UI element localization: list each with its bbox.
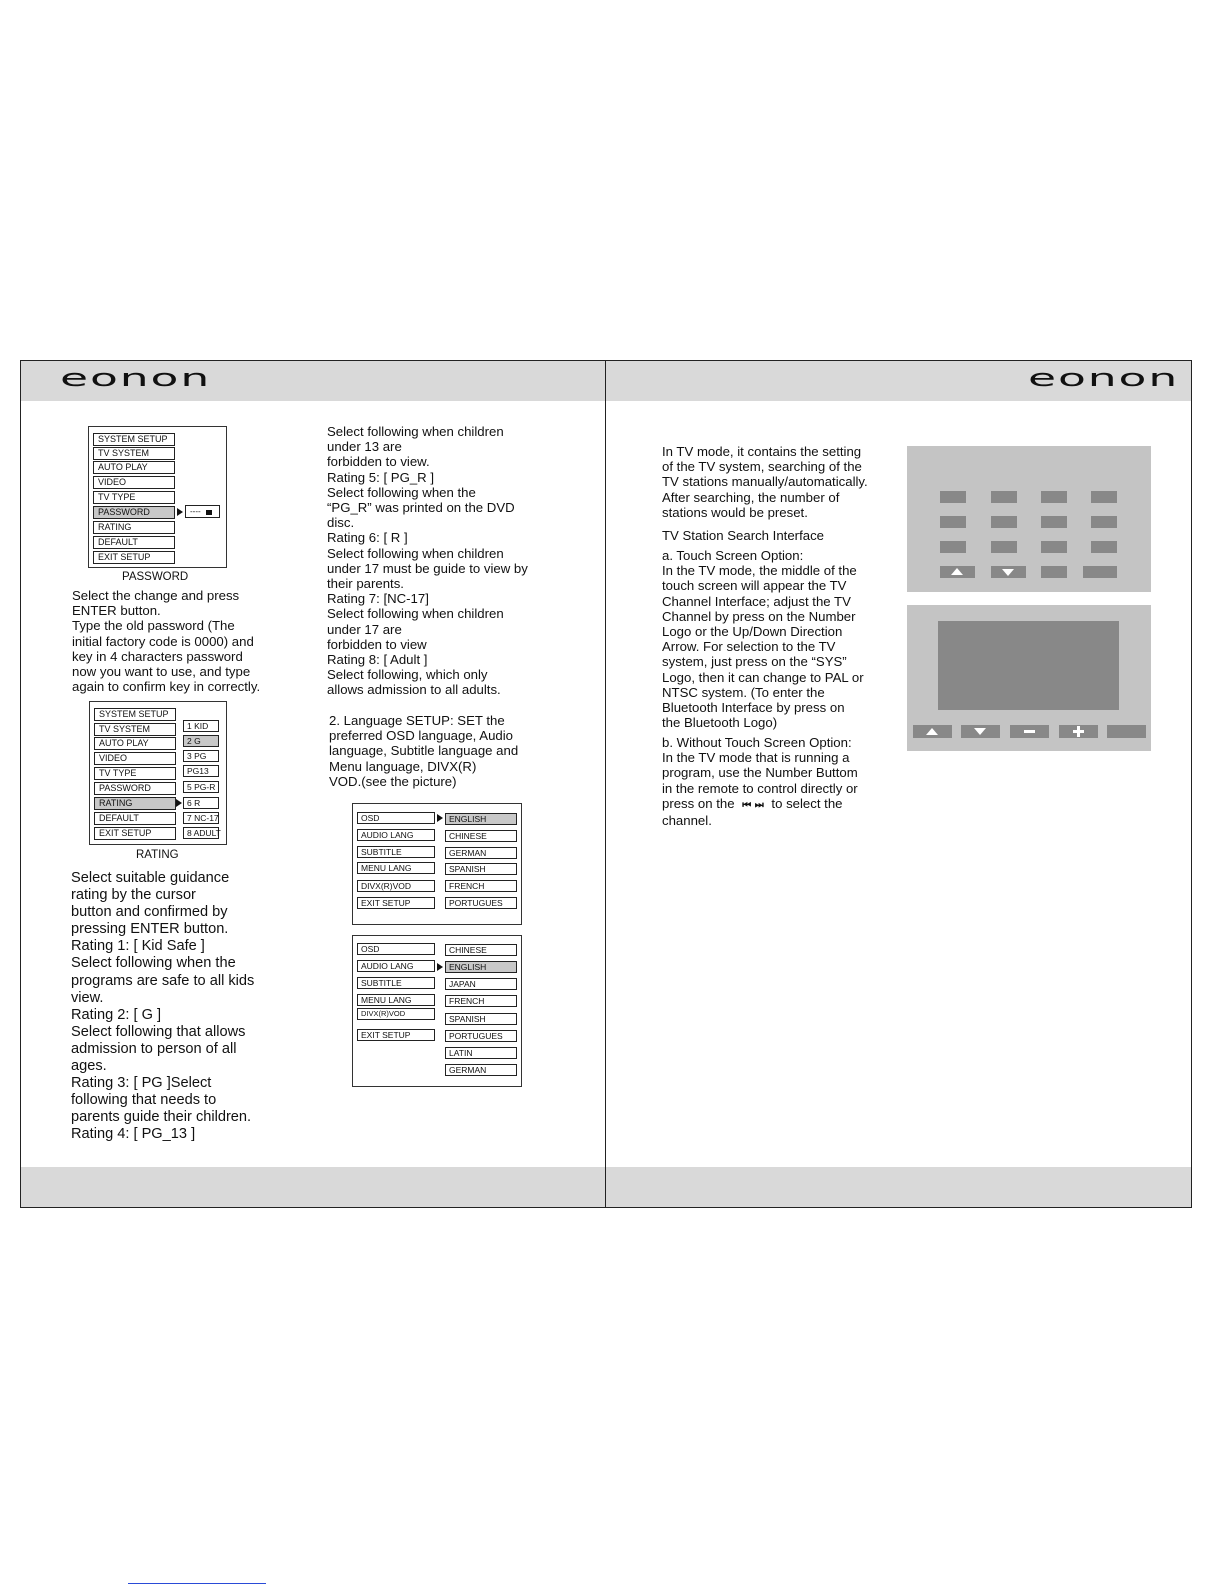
audio-language-panel (352, 935, 522, 1087)
no-touch-text-a: b. Without Touch Screen Option: In the TV mode that is running a program, use the Number Buttom in the remote to control directly or press on the (662, 735, 858, 811)
menu-item-rating: RATING (94, 797, 176, 810)
channel-key-3[interactable] (1041, 491, 1067, 503)
menu-item-default: DEFAULT (93, 536, 175, 549)
tv-extra-button[interactable] (1107, 725, 1146, 738)
down-arrow-icon (1002, 569, 1014, 576)
menu-item-exit-setup: EXIT SETUP (94, 827, 176, 840)
selection-arrow-icon (437, 963, 443, 971)
channel-key-0[interactable] (991, 541, 1017, 553)
osd-option-german: GERMAN (445, 847, 517, 859)
menu-item-exit-setup: EXIT SETUP (357, 897, 435, 909)
rating-option-adult: 8 ADULT (183, 827, 219, 839)
down-arrow-icon (974, 728, 986, 735)
rating-option-kid: 1 KID (183, 720, 219, 732)
touch-screen-option-text: a. Touch Screen Option: In the TV mode, the middle of the touch screen will appear the TV Channel Interface; adjust the TV Channel by press on the Number Logo or the Up/Down Direction Arrow. For selection to the TV system, just press on the “SYS” Logo, then it can change to PAL or NTSC system. (To enter the Bluetooth Interface by press on the Bluetooth Logo) (662, 548, 864, 731)
rating-option-pg: 3 PG (183, 750, 219, 762)
channel-key-11[interactable] (1041, 541, 1067, 553)
menu-item-exit-setup: EXIT SETUP (93, 551, 175, 564)
menu-item-tv-type: TV TYPE (93, 491, 175, 504)
tv-down-button[interactable] (961, 725, 1000, 738)
osd-option-spanish: SPANISH (445, 863, 517, 875)
channel-key-9[interactable] (940, 541, 966, 553)
menu-item-divx-vod: DIVX(R)VOD (357, 880, 435, 892)
menu-item-system-setup: SYSTEM SETUP (93, 433, 175, 446)
rating-instructions: Select suitable guidance rating by the cursor button and confirmed by pressing ENTER button. Rating 1: [ Kid Safe ] Select following when the programs are safe to all kids view. Rating 2: [ G ] Select following that allows admission to person of all ages. Rating 3: [ PG ]Select following that needs to parents guide their children. Rating 4: [ PG_13 ] (71, 870, 255, 1143)
menu-item-subtitle: SUBTITLE (357, 846, 435, 858)
tv-screen-panel (907, 605, 1151, 751)
osd-option-french: FRENCH (445, 880, 517, 892)
up-arrow-icon (926, 728, 938, 735)
menu-item-tv-type: TV TYPE (94, 767, 176, 780)
rating-option-nc17: 7 NC-17 (183, 812, 219, 824)
selection-arrow-icon (177, 508, 183, 516)
rating-caption: RATING (136, 849, 179, 861)
menu-item-video: VIDEO (93, 476, 175, 489)
channel-key-12[interactable] (1091, 541, 1117, 553)
tv-minus-button[interactable] (1010, 725, 1049, 738)
menu-item-menu-lang: MENU LANG (357, 862, 435, 874)
channel-key-7[interactable] (1041, 516, 1067, 528)
osd-option-chinese: CHINESE (445, 830, 517, 842)
rating-option-pg-r: 5 PG-R (183, 781, 219, 793)
menu-item-osd: OSD (357, 812, 435, 824)
channel-down-button[interactable] (991, 566, 1026, 578)
no-touch-text-b: to select the (771, 795, 843, 811)
channel-key-5[interactable] (940, 516, 966, 528)
footer-link-underline (128, 1583, 266, 1584)
osd-language-panel (352, 803, 522, 925)
menu-item-system-setup: SYSTEM SETUP (94, 708, 176, 721)
password-entry-dashes: ---- (190, 507, 201, 516)
menu-item-audio-lang: AUDIO LANG (357, 960, 435, 972)
right-footer-band (606, 1167, 1191, 1207)
menu-item-password: PASSWORD (93, 506, 175, 519)
language-setup-text: 2. Language SETUP: SET the preferred OSD language, Audio language, Subtitle language and Menu language, DIVX(R) VOD.(see the picture) (329, 713, 519, 789)
minus-icon (1024, 730, 1035, 733)
rating-option-pg13: PG13 (183, 765, 219, 777)
rating-menu-panel (89, 701, 227, 845)
menu-item-menu-lang: MENU LANG (357, 994, 435, 1006)
left-footer-band (21, 1167, 605, 1207)
password-entry-box (185, 505, 220, 518)
channel-key-8[interactable] (1091, 516, 1117, 528)
audio-option-spanish: SPANISH (445, 1013, 517, 1025)
selection-arrow-icon (437, 814, 443, 822)
prev-next-icon: ⏮ ⏭ (742, 799, 764, 811)
audio-option-english: ENGLISH (445, 961, 517, 973)
menu-item-default: DEFAULT (94, 812, 176, 825)
bluetooth-button[interactable] (1083, 566, 1117, 578)
channel-key-4[interactable] (1091, 491, 1117, 503)
tv-mode-intro: In TV mode, it contains the setting of the TV system, searching of the TV stations manually/automatically. After searching, the number of stations would be preset. (662, 444, 868, 520)
osd-option-portugues: PORTUGUES (445, 897, 517, 909)
tv-channel-keypad-panel (907, 446, 1151, 592)
audio-option-german: GERMAN (445, 1064, 517, 1076)
password-caption: PASSWORD (122, 571, 189, 583)
channel-up-button[interactable] (940, 566, 975, 578)
menu-item-subtitle: SUBTITLE (357, 977, 435, 989)
eonon-logo-left: eonon (60, 364, 212, 392)
plus-icon (1073, 726, 1084, 737)
audio-option-french: FRENCH (445, 995, 517, 1007)
menu-item-osd: OSD (357, 943, 435, 955)
no-touch-screen-option-text (662, 735, 907, 828)
menu-item-tv-system: TV SYSTEM (93, 447, 175, 460)
menu-item-audio-lang: AUDIO LANG (357, 829, 435, 841)
tv-search-heading: TV Station Search Interface (662, 528, 824, 543)
tv-up-button[interactable] (913, 725, 952, 738)
ratings-continued-text: Select following when children under 13 are forbidden to view. Rating 5: [ PG_R ] Select following when the “PG_R” was printed on the DVD disc. Rating 6: [ R ] Select following when children under 17 must be guide to view by their parents. Rating 7: [NC-17] Select following when children under 17 are forbidden to view Rating 8: [ Adult ] Select following, which only allows admission to all adults. (327, 424, 528, 698)
up-arrow-icon (951, 568, 963, 575)
rating-option-r: 6 R (183, 797, 219, 809)
audio-option-latin: LATIN (445, 1047, 517, 1059)
menu-item-auto-play: AUTO PLAY (93, 461, 175, 474)
menu-item-video: VIDEO (94, 752, 176, 765)
no-touch-text-c: channel. (662, 813, 712, 829)
password-menu-panel (88, 426, 227, 568)
sys-button[interactable] (1041, 566, 1067, 578)
channel-key-6[interactable] (991, 516, 1017, 528)
audio-option-chinese: CHINESE (445, 944, 517, 956)
menu-item-auto-play: AUTO PLAY (94, 737, 176, 750)
password-instructions: Select the change and press ENTER button. Type the old password (The initial factory code is 0000) and key in 4 characters password now you want to use, and type again to confirm key in correctly. (72, 588, 261, 695)
audio-option-japan: JAPAN (445, 978, 517, 990)
menu-item-divx-vod: DIVX(R)VOD (357, 1008, 435, 1020)
rating-option-g: 2 G (183, 735, 219, 747)
menu-item-tv-system: TV SYSTEM (94, 723, 176, 736)
menu-item-rating: RATING (93, 521, 175, 534)
audio-option-portugues: PORTUGUES (445, 1030, 517, 1042)
tv-video-area (938, 621, 1119, 710)
lock-icon (206, 510, 212, 515)
tv-plus-button[interactable] (1059, 725, 1098, 738)
channel-key-1[interactable] (940, 491, 966, 503)
menu-item-exit-setup: EXIT SETUP (357, 1029, 435, 1041)
eonon-logo-right: eonon (1028, 364, 1180, 392)
osd-option-english: ENGLISH (445, 813, 517, 825)
page-divider (605, 360, 606, 1208)
menu-item-password: PASSWORD (94, 782, 176, 795)
channel-key-2[interactable] (991, 491, 1017, 503)
selection-arrow-icon (176, 799, 182, 807)
